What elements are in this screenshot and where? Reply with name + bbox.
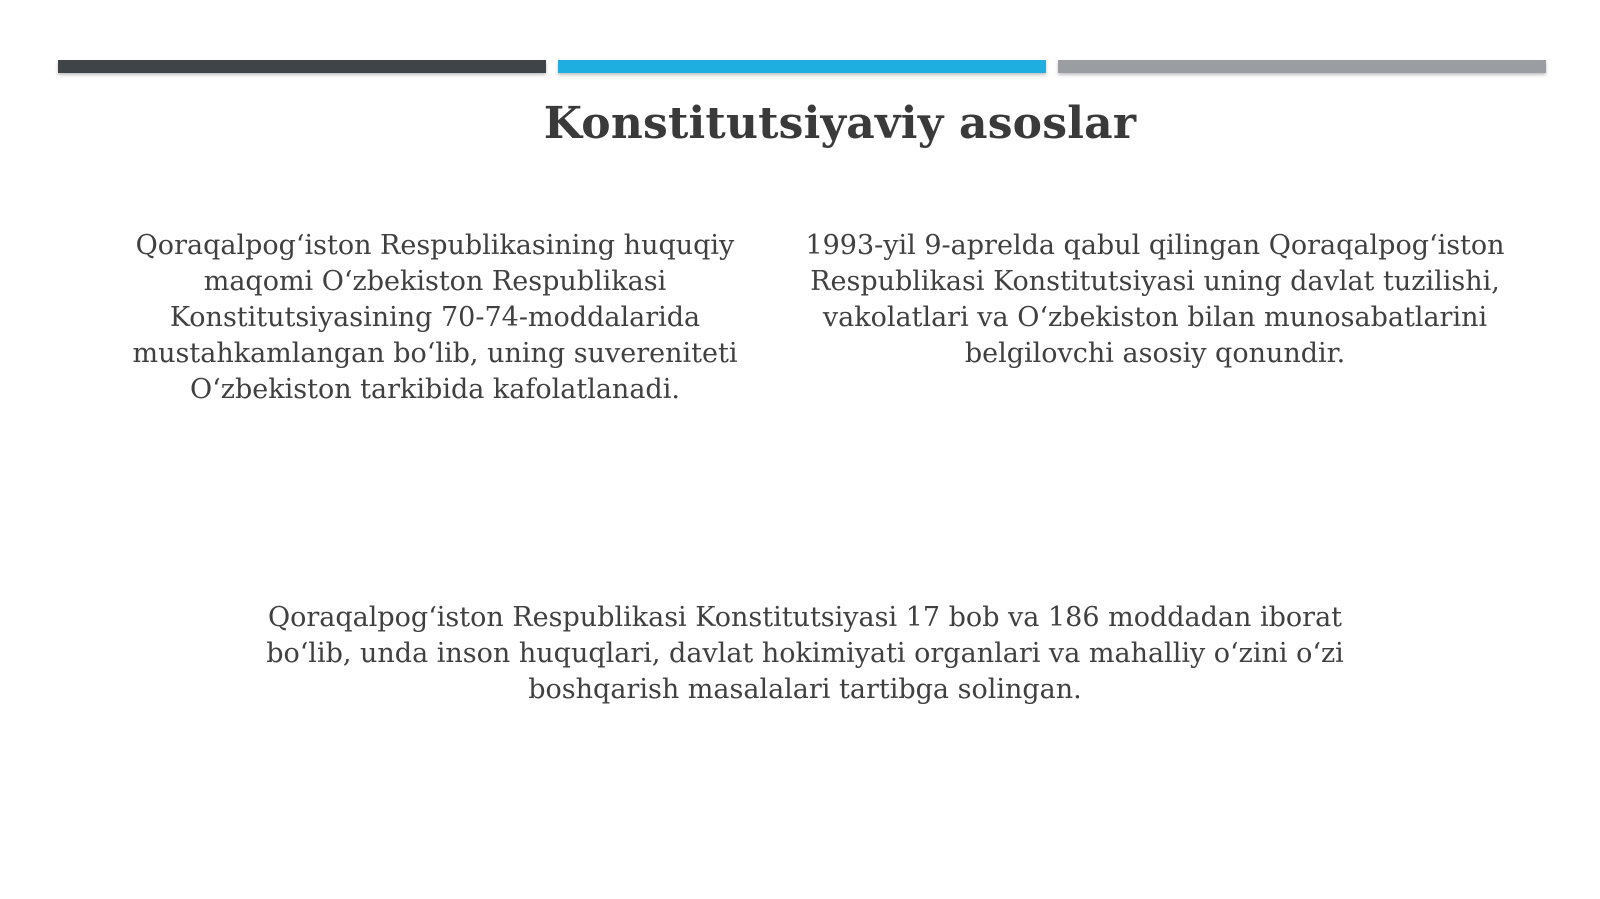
- left-text-block: Qoraqalpog‘iston Respublikasining huquqiy maqomi O‘zbekiston Respublikasi Konstitutsiyasining 70-74-moddalarida mustahkamlangan bo‘lib, uning suvereniteti O‘zbekiston tarkibida kafolatlanadi.: [132, 230, 738, 405]
- accent-bar-blue: [558, 60, 1046, 73]
- accent-bar-gray: [1058, 60, 1546, 73]
- slide-title: Konstitutsiyaviy asoslar: [543, 98, 1137, 149]
- right-text-block: 1993-yil 9-aprelda qabul qilingan Qoraqalpog‘iston Respublikasi Konstitutsiyasi uning davlat tuzilishi, vakolatlari va O‘zbekiston bilan munosabatlarini belgilovchi asosiy qonundir.: [805, 230, 1505, 369]
- bottom-text-block: Qoraqalpog‘iston Respublikasi Konstitutsiyasi 17 bob va 186 moddadan iborat bo‘lib, unda inson huquqlari, davlat hokimiyati organlari va mahalliy o‘zini o‘zi boshqarish masalalari tartibga solingan.: [266, 602, 1344, 705]
- accent-bar-dark: [58, 60, 546, 73]
